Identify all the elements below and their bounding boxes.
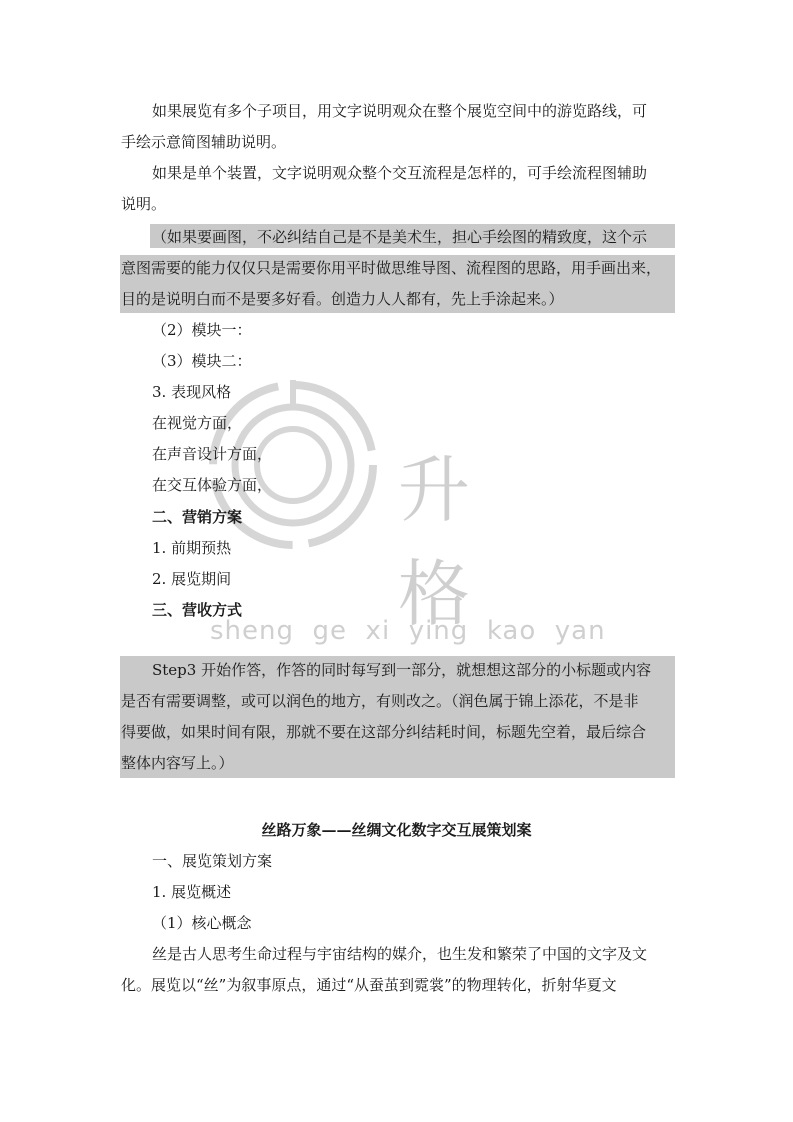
step3-line: 是否有需要调整，或可以润色的地方，有则改之。（润色属于锦上添花，不是非	[121, 692, 639, 710]
note-line: （如果要画图，不必纠结自己是不是美术生，担心手绘图的精致度，这个示	[152, 228, 648, 246]
paragraph-line: 如果是单个装置，文字说明观众整个交互流程是怎样的，可手绘流程图辅助	[152, 164, 648, 182]
body-line: 丝是古人思考生命过程与宇宙结构的媒介，也生发和繁荣了中国的文字及文	[152, 945, 648, 963]
style-item: 在交互体验方面，	[152, 476, 273, 494]
style-item: 在声音设计方面，	[152, 445, 273, 463]
section-heading: 3. 表现风格	[152, 383, 232, 401]
list-item: 2. 展览期间	[152, 570, 232, 588]
list-item: 1. 前期预热	[152, 539, 232, 557]
step3-line: 得要做，如果时间有限，那就不要在这部分纠结耗时间，标题先空着，最后综合	[121, 723, 647, 741]
watermark	[208, 380, 608, 670]
note-line: 目的是说明白而不是要多好看。创造力人人都有，先上手涂起来。）	[121, 290, 564, 308]
step3-line: 整体内容写上。）	[121, 754, 234, 772]
watermark-brand: 升 格	[398, 448, 499, 636]
paragraph-line: 如果展览有多个子项目，用文字说明观众在整个展览空间中的游览路线，可	[152, 102, 648, 120]
style-item: 在视觉方面，	[152, 414, 243, 432]
body-line: 化。展览以“丝”为叙事原点，通过“从蚕茧到霓裳”的物理转化，折射华夏文	[121, 976, 617, 994]
document-title: 丝路万象——丝绸文化数字交互展策划案	[261, 821, 532, 839]
subsection-heading: 1. 展览概述	[152, 883, 232, 901]
section-heading: 三、营收方式	[152, 601, 243, 619]
section-heading: 二、营销方案	[152, 508, 243, 526]
step3-line: Step3 开始作答，作答的同时每写到一部分，就想想这部分的小标题或内容	[152, 661, 652, 679]
paragraph-line: 手绘示意简图辅助说明。	[121, 133, 287, 151]
section-heading: 一、展览策划方案	[152, 852, 273, 870]
module-item: （2）模块一：	[152, 321, 252, 339]
subsection-heading: （1）核心概念	[152, 914, 252, 932]
module-item: （3）模块二：	[152, 352, 252, 370]
note-line: 意图需要的能力仅仅只是需要你用平时做思维导图、流程图的思路，用手画出来，	[121, 259, 662, 277]
watermark-pinyin: sheng ge xi ying kao yan	[210, 616, 606, 646]
paragraph-line: 说明。	[121, 195, 167, 213]
